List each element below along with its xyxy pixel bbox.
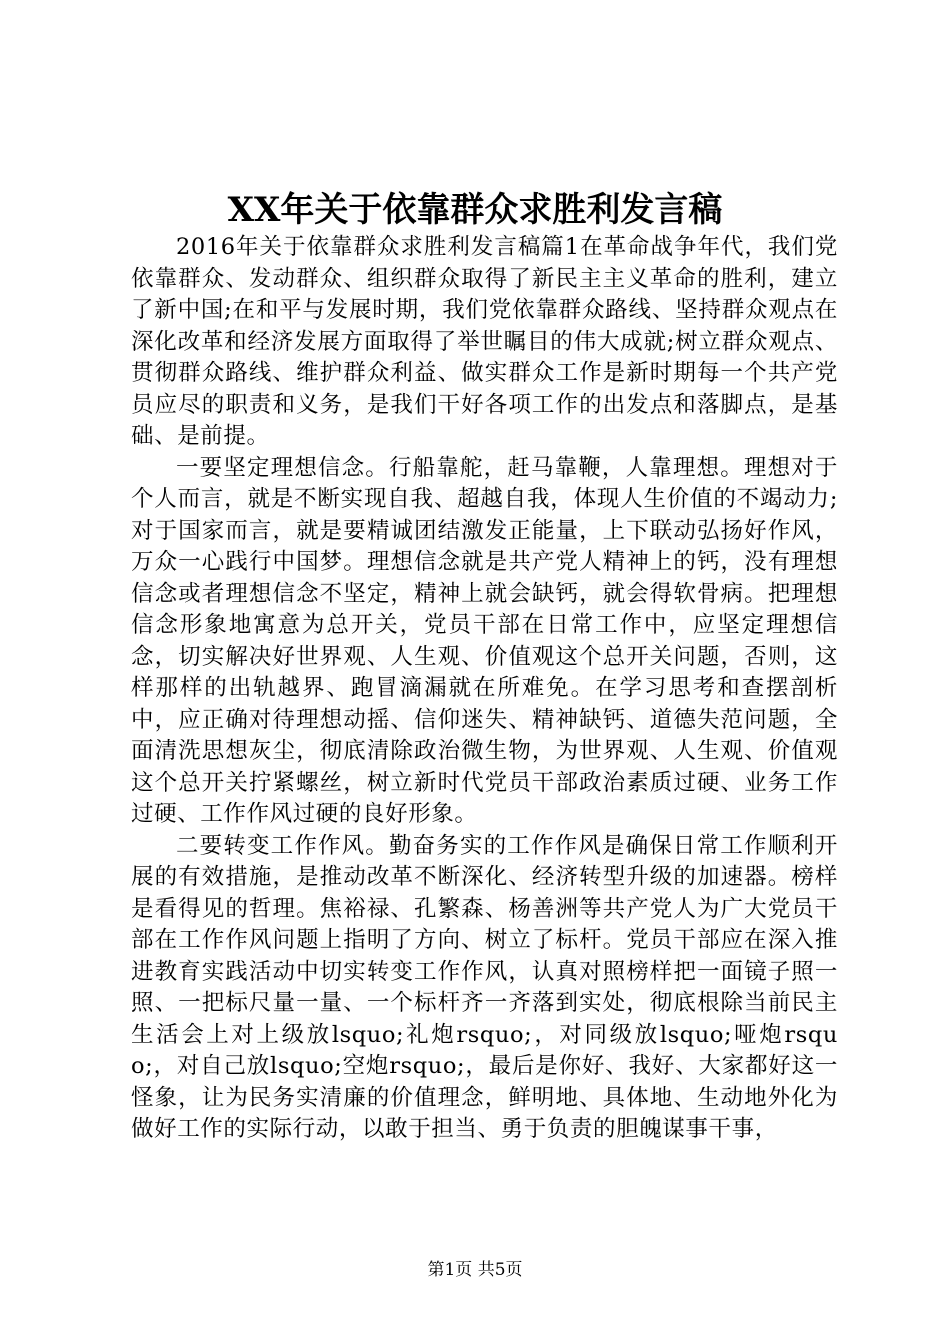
document-body	[131, 232, 838, 1146]
page-footer: 第1页 共5页	[427, 1260, 523, 1280]
paragraph-ideals: 一要坚定理想信念。行船靠舵，赶马靠鞭，人靠理想。理想对于个人而言，就是不断实现自我、超越自我，体现人生价值的不竭动力;对于国家而言，就是要精诚团结激发正能量，上下联动弘扬好作风，万众一心践行中国梦。理想信念就是共产党人精神上的钙，没有理想信念或者理想信念不坚定，精神上就会缺钙，就会得软骨病。把理想信念形象地寓意为总开关，党员干部在日常工作中，应坚定理想信念，切实解决好世界观、人生观、价值观这个总开关问题，否则，这样那样的出轨越界、跑冒滴漏就在所难免。在学习思考和查摆剖析中，应正确对待理想动摇、信仰迷失、精神缺钙、道德失范问题，全面清洗思想灰尘，彻底清除政治微生物，为世界观、人生观、价值观这个总开关拧紧螺丝，树立新时代党员干部政治素质过硬、业务工作过硬、工作作风过硬的良好形象。	[131, 454, 838, 827]
paragraph-work-style: 二要转变工作作风。勤奋务实的工作作风是确保日常工作顺利开展的有效措施，是推动改革不断深化、经济转型升级的加速器。榜样是看得见的哲理。焦裕禄、孔繁森、杨善洲等共产党人为广大党员干部在工作作风问题上指明了方向、树立了标杆。党员干部应在深入推进教育实践活动中切实转变工作作风，认真对照榜样把一面镜子照一照、一把标尺量一量、一个标杆齐一齐落到实处，彻底根除当前民主生活会上对上级放lsquo;礼炮rsquo;，对同级放lsquo;哑炮rsquo;，对自己放lsquo;空炮rsquo;，最后是你好、我好、大家都好这一怪象，让为民务实清廉的价值理念，鲜明地、具体地、生动地外化为做好工作的实际行动，以敢于担当、勇于负责的胆魄谋事干事，	[131, 832, 838, 1142]
paragraph-intro: 2016年关于依靠群众求胜利发言稿篇1在革命战争年代，我们党依靠群众、发动群众、组织群众取得了新民主主义革命的胜利，建立了新中国;在和平与发展时期，我们党依靠群众路线、坚持群众观点在深化改革和经济发展方面取得了举世瞩目的伟大成就;树立群众观点、贯彻群众路线、维护群众利益、做实群众工作是新时期每一个共产党员应尽的职责和义务，是我们干好各项工作的出发点和落脚点，是基础、是前提。	[131, 234, 838, 449]
document-title: XX年关于依靠群众求胜利发言稿	[227, 190, 723, 230]
